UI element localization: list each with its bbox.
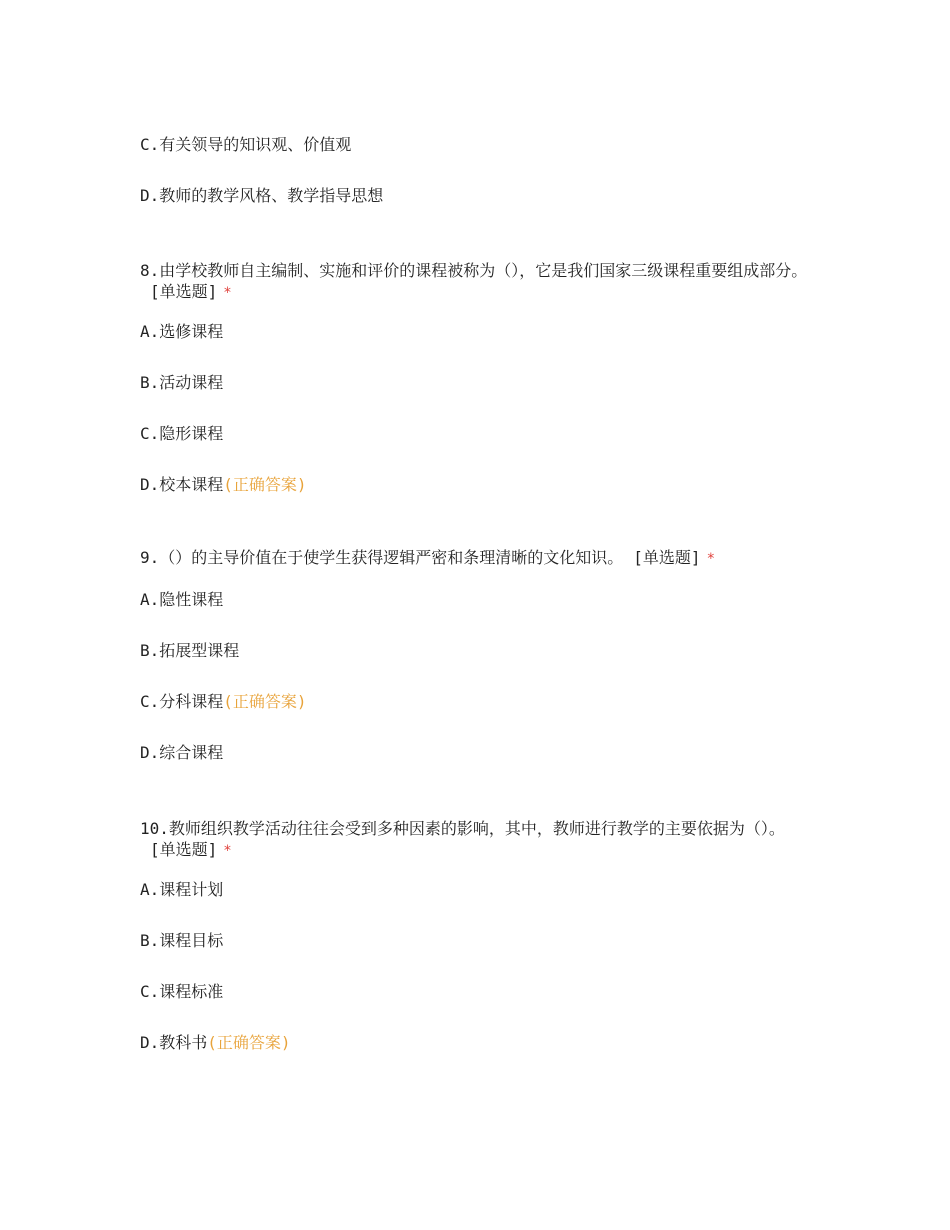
question-type: [单选题] <box>150 282 218 301</box>
correct-answer-tag: (正确答案) <box>207 1033 291 1052</box>
question-8-prompt: 8.由学校教师自主编制、实施和评价的课程被称为（），它是我们国家三级课程重要组成部分。[单选题] * <box>140 261 808 301</box>
question-type: [单选题] <box>150 840 218 859</box>
option-q7-d: D.教师的教学风格、教学指导思想 <box>140 186 384 205</box>
correct-answer-tag: (正确答案) <box>223 692 307 711</box>
option-q7-c: C.有关领导的知识观、价值观 <box>140 135 352 154</box>
option-q9-d: D.综合课程 <box>140 743 224 762</box>
option-q10-c: C.课程标准 <box>140 982 224 1001</box>
required-mark: * <box>223 843 232 859</box>
required-mark: * <box>706 551 715 567</box>
correct-answer-tag: (正确答案) <box>223 475 307 494</box>
question-type: [单选题] <box>633 548 701 567</box>
option-q9-c: C.分科课程(正确答案) <box>140 692 307 711</box>
question-9-prompt: 9.（）的主导价值在于使学生获得逻辑严密和条理清晰的文化知识。 [单选题] * <box>140 548 715 567</box>
option-q10-b: B.课程目标 <box>140 931 224 950</box>
option-q8-c: C.隐形课程 <box>140 424 224 443</box>
question-10-prompt: 10.教师组织教学活动往往会受到多种因素的影响，其中，教师进行教学的主要依据为（）。[单选题] * <box>140 819 785 859</box>
option-q8-b: B.活动课程 <box>140 373 224 392</box>
option-q8-a: A.选修课程 <box>140 322 224 341</box>
option-q9-b: B.拓展型课程 <box>140 641 240 660</box>
option-q10-d: D.教科书(正确答案) <box>140 1033 291 1052</box>
option-q9-a: A.隐性课程 <box>140 590 224 609</box>
option-q8-d: D.校本课程(正确答案) <box>140 475 307 494</box>
required-mark: * <box>223 285 232 301</box>
option-q10-a: A.课程计划 <box>140 880 224 899</box>
